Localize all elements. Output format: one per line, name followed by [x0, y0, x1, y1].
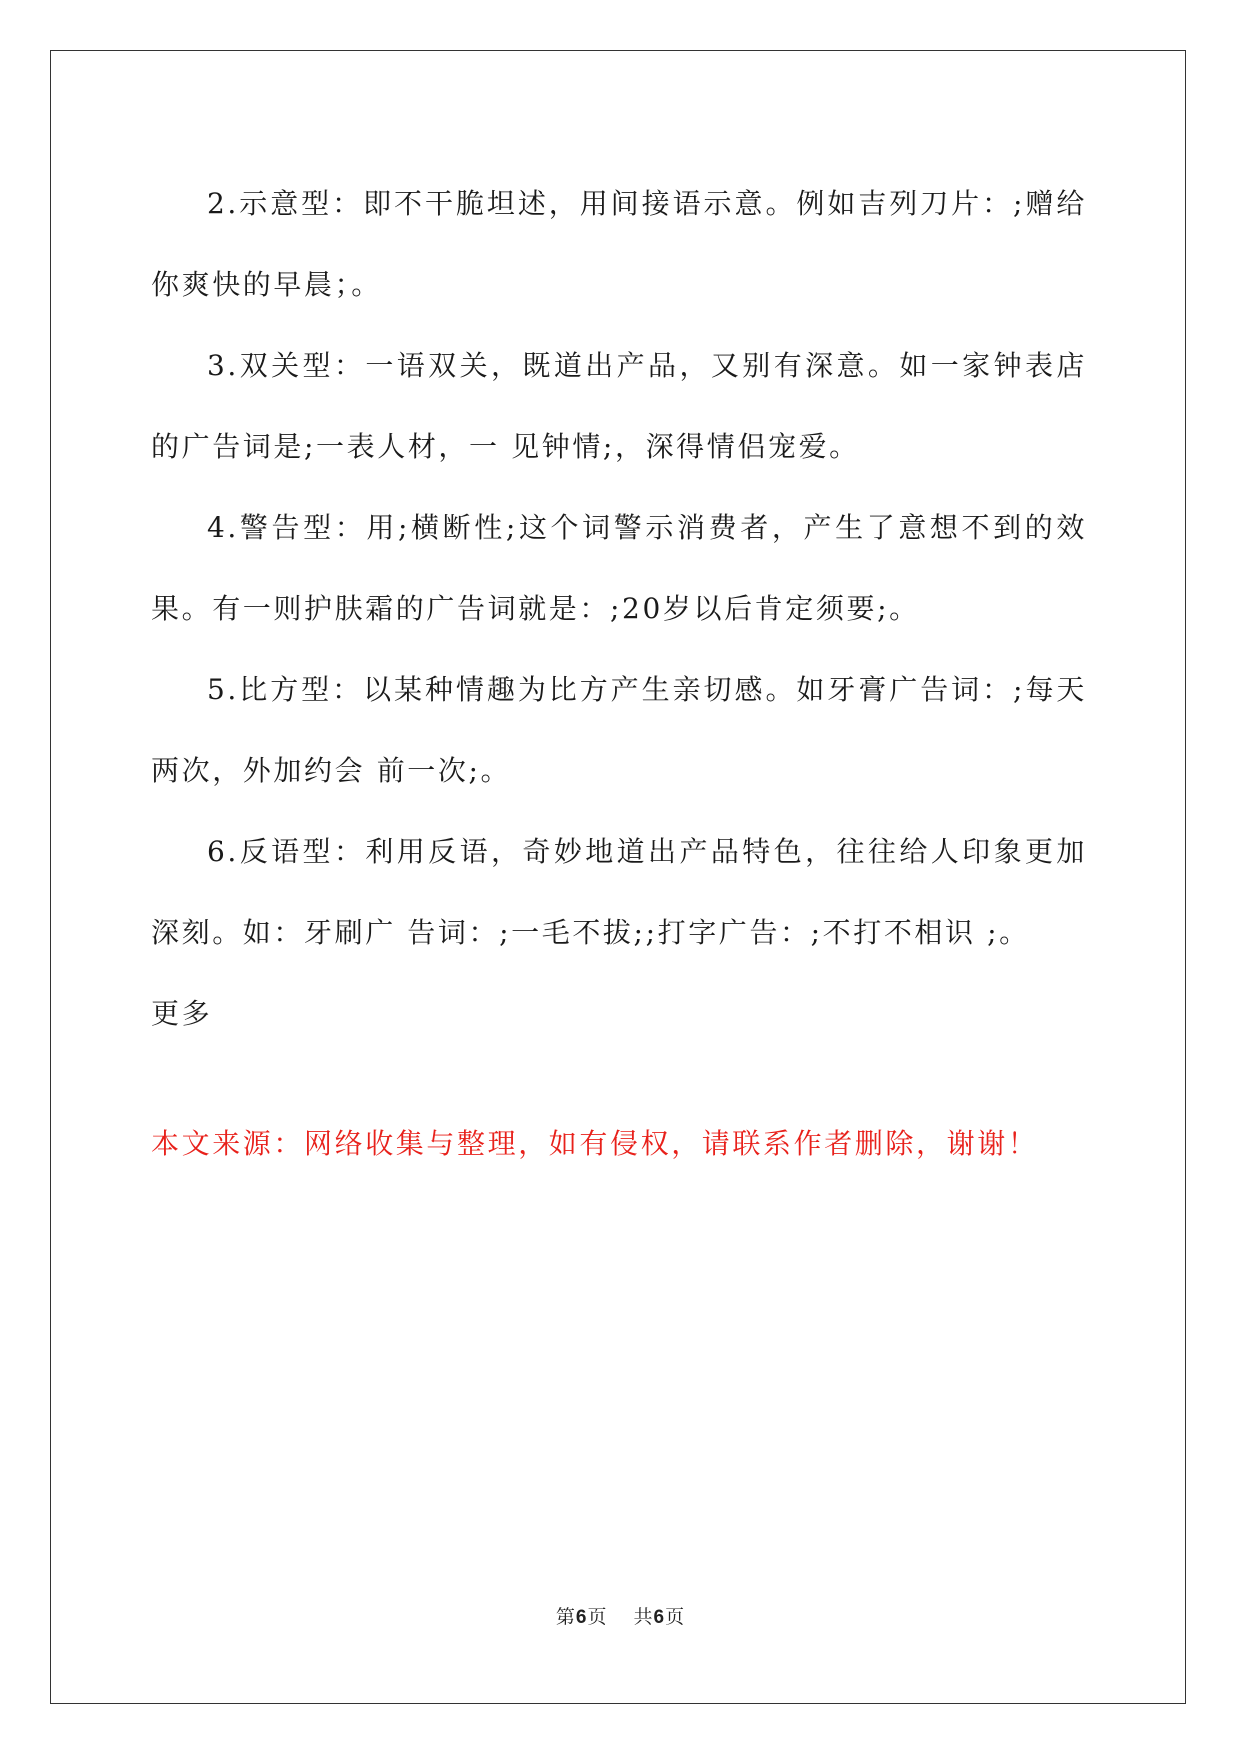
footer-total-prefix: 共: [633, 1606, 654, 1628]
footer-page-total: 6: [653, 1607, 666, 1628]
more-text: 更多: [151, 997, 213, 1030]
paragraph-pun-type: 3.双关型：一语双关，既道出产品，又别有深意。如一家钟表店的广告词是;一表人材，一 见钟情;，深得情侣宠爱。: [151, 349, 1087, 463]
document-body: [151, 163, 1087, 1054]
source-note: 本文来源：网络收集与整理，如有侵权，请联系作者删除，谢谢！: [151, 1127, 1039, 1160]
footer-total-unit: 页: [665, 1606, 686, 1628]
footer-page-prefix: 第: [555, 1606, 576, 1628]
page-footer: [0, 1602, 1241, 1633]
paragraph-warning-type: 4.警告型：用;横断性;这个词警示消费者，产生了意想不到的效果。有一则护肤霜的广告词就是：;20岁以后肯定须要;。: [151, 511, 1087, 625]
paragraph-suggestive-type: 2.示意型：即不干脆坦述，用间接语示意。例如吉列刀片：;赠给你爽快的早晨；。: [151, 187, 1087, 301]
footer-page-current: 6: [575, 1607, 588, 1628]
paragraph-metaphor-type: 5.比方型：以某种情趣为比方产生亲切感。如牙膏广告词：;每天两次，外加约会 前一次;。: [151, 673, 1087, 787]
paragraph-irony-type: 6.反语型：利用反语，奇妙地道出产品特色，往往给人印象更加深刻。如：牙刷广 告词：;一毛不拔;;打字广告：;不打不相识 ;。: [151, 835, 1087, 949]
footer-page-unit: 页: [587, 1606, 608, 1628]
